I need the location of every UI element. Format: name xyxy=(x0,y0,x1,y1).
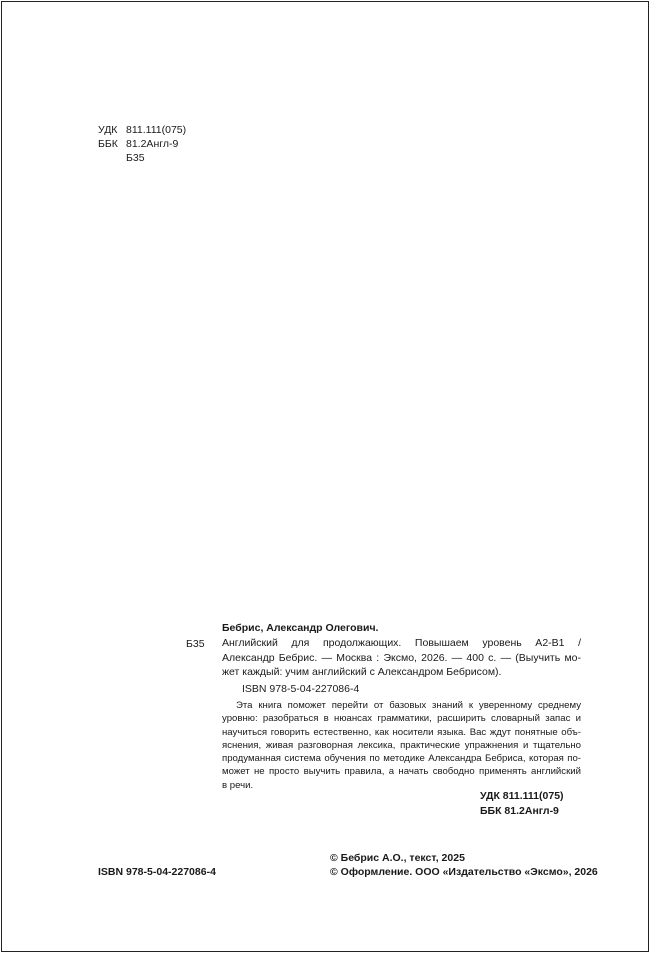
author-mark-row xyxy=(98,151,186,165)
description xyxy=(222,699,581,792)
bbk-label: ББК xyxy=(98,138,118,150)
description-line: уровню: разобраться в нюансах грамматики, расширить словарный запас и xyxy=(222,713,581,725)
record-isbn: ISBN 978-5-04-227086-4 xyxy=(242,683,360,695)
description-line: продуманная система обучения по методике Александра Бебриса, которая по- xyxy=(222,753,581,765)
record-bbk: ББК 81.2Англ-9 xyxy=(480,805,559,817)
udk-row xyxy=(98,123,186,137)
bbk-value: 81.2Англ-9 xyxy=(126,138,179,150)
bbk-row xyxy=(98,137,186,151)
copyright-design: © Оформление. ООО «Издательство «Эксмо», 2026 xyxy=(330,866,598,878)
annotation-line: жет каждый: учим английский с Александром Бебрисом). xyxy=(222,666,502,679)
annotation-line: Александр Бебрис. — Москва : Эксмо, 2026. — 400 с. — (Выучить мо- xyxy=(222,651,581,664)
description-line: в речи. xyxy=(222,779,254,791)
udk-value: 811.111(075) xyxy=(126,124,187,136)
description-line: яснения, живая разговорная лексика, практические упражнения и тщательно xyxy=(222,739,581,751)
udk-label: УДК xyxy=(98,124,118,136)
description-line: Эта книга поможет перейти от базовых знаний к уверенному среднему xyxy=(236,700,581,711)
copyright-text: © Бебрис А.О., текст, 2025 xyxy=(330,852,465,864)
record-udk: УДК 811.111(075) xyxy=(480,790,564,802)
footer-isbn: ISBN 978-5-04-227086-4 xyxy=(98,866,216,878)
classification-block xyxy=(98,123,186,165)
author-heading: Бебрис, Александр Олегович. xyxy=(222,622,379,634)
author-mark-top: Б35 xyxy=(126,152,145,164)
annotation xyxy=(222,636,581,680)
annotation-line: Английский для продолжающих. Повышаем уровень А2-В1 / xyxy=(222,637,581,649)
description-line: может не просто выучить правила, а начать свободно применять английский xyxy=(222,766,581,778)
description-line: научиться говорить естественно, как носители языка. Вас ждут понятные объ- xyxy=(222,726,581,738)
author-mark-record: Б35 xyxy=(186,638,205,650)
